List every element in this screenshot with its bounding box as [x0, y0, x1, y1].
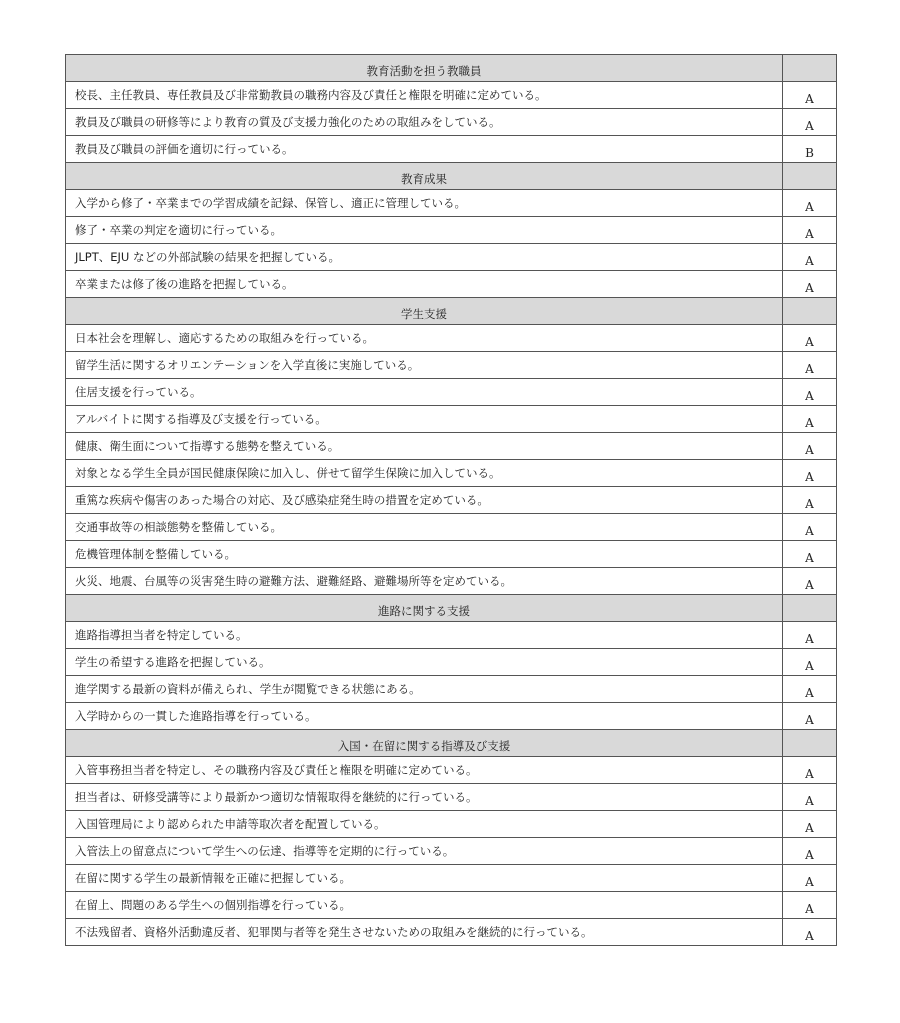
grade-cell: A — [783, 541, 837, 568]
table-row — [66, 82, 837, 109]
grade-cell: A — [783, 892, 837, 919]
criterion-text: 担当者は、研修受講等により最新かつ適切な情報取得を継続的に行っている。 — [66, 784, 783, 811]
table-row — [66, 460, 837, 487]
table-row — [66, 784, 837, 811]
criterion-text: 不法残留者、資格外活動違反者、犯罪関与者等を発生させないための取組みを継続的に行っている。 — [66, 919, 783, 946]
criterion-text: 健康、衛生面について指導する態勢を整えている。 — [66, 433, 783, 460]
grade-cell: A — [783, 622, 837, 649]
grade-cell: A — [783, 649, 837, 676]
table-row — [66, 892, 837, 919]
section-title: 教育成果 — [66, 163, 783, 190]
section-grade-cell — [783, 730, 837, 757]
criterion-text: 火災、地震、台風等の災害発生時の避難方法、避難経路、避難場所等を定めている。 — [66, 568, 783, 595]
grade-cell: A — [783, 676, 837, 703]
criterion-text: 在留に関する学生の最新情報を正確に把握している。 — [66, 865, 783, 892]
criterion-text: 対象となる学生全員が国民健康保険に加入し、併せて留学生保険に加入している。 — [66, 460, 783, 487]
table-row — [66, 865, 837, 892]
criterion-text: 重篤な疾病や傷害のあった場合の対応、及び感染症発生時の措置を定めている。 — [66, 487, 783, 514]
table-row — [66, 541, 837, 568]
criterion-text: 在留上、問題のある学生への個別指導を行っている。 — [66, 892, 783, 919]
table-row — [66, 676, 837, 703]
table-row — [66, 622, 837, 649]
section-grade-cell — [783, 298, 837, 325]
criterion-text: 教員及び職員の評価を適切に行っている。 — [66, 136, 783, 163]
grade-cell: A — [783, 568, 837, 595]
section-header-row — [66, 730, 837, 757]
table-row — [66, 217, 837, 244]
criterion-text: 留学生活に関するオリエンテーションを入学直後に実施している。 — [66, 352, 783, 379]
table-row — [66, 136, 837, 163]
section-grade-cell — [783, 595, 837, 622]
criterion-text: 卒業または修了後の進路を把握している。 — [66, 271, 783, 298]
criterion-text: 進学関する最新の資料が備えられ、学生が閲覧できる状態にある。 — [66, 676, 783, 703]
section-header-row — [66, 55, 837, 82]
criterion-text: 修了・卒業の判定を適切に行っている。 — [66, 217, 783, 244]
section-header-row — [66, 298, 837, 325]
evaluation-table — [65, 54, 837, 946]
table-row — [66, 325, 837, 352]
criterion-text: 入管事務担当者を特定し、その職務内容及び責任と権限を明確に定めている。 — [66, 757, 783, 784]
criterion-text: 住居支援を行っている。 — [66, 379, 783, 406]
table-row — [66, 703, 837, 730]
criterion-text: 進路指導担当者を特定している。 — [66, 622, 783, 649]
grade-cell: A — [783, 109, 837, 136]
criterion-text: 入国管理局により認められた申請等取次者を配置している。 — [66, 811, 783, 838]
grade-cell: B — [783, 136, 837, 163]
criterion-text: JLPT、EJU などの外部試験の結果を把握している。 — [66, 244, 783, 271]
table-row — [66, 568, 837, 595]
grade-cell: A — [783, 244, 837, 271]
grade-cell: A — [783, 325, 837, 352]
table-row — [66, 244, 837, 271]
section-grade-cell — [783, 163, 837, 190]
criterion-text: 教員及び職員の研修等により教育の質及び支援力強化のための取組みをしている。 — [66, 109, 783, 136]
criterion-text: 危機管理体制を整備している。 — [66, 541, 783, 568]
criterion-text: 交通事故等の相談態勢を整備している。 — [66, 514, 783, 541]
grade-cell: A — [783, 406, 837, 433]
criterion-text: 校長、主任教員、専任教員及び非常勤教員の職務内容及び責任と権限を明確に定めている。 — [66, 82, 783, 109]
table-row — [66, 811, 837, 838]
table-row — [66, 190, 837, 217]
table-row — [66, 271, 837, 298]
table-row — [66, 487, 837, 514]
criterion-text: アルバイトに関する指導及び支援を行っている。 — [66, 406, 783, 433]
grade-cell: A — [783, 82, 837, 109]
table-row — [66, 352, 837, 379]
criterion-text: 入学から修了・卒業までの学習成績を記録、保管し、適正に管理している。 — [66, 190, 783, 217]
criterion-text: 学生の希望する進路を把握している。 — [66, 649, 783, 676]
table-row — [66, 919, 837, 946]
table-row — [66, 649, 837, 676]
grade-cell: A — [783, 865, 837, 892]
grade-cell: A — [783, 784, 837, 811]
grade-cell: A — [783, 757, 837, 784]
table-row — [66, 109, 837, 136]
grade-cell: A — [783, 838, 837, 865]
table-row — [66, 433, 837, 460]
table-row — [66, 757, 837, 784]
table-row — [66, 514, 837, 541]
section-title: 学生支援 — [66, 298, 783, 325]
grade-cell: A — [783, 487, 837, 514]
evaluation-table-body — [66, 55, 837, 946]
grade-cell: A — [783, 811, 837, 838]
section-header-row — [66, 163, 837, 190]
grade-cell: A — [783, 703, 837, 730]
grade-cell: A — [783, 217, 837, 244]
criterion-text: 入学時からの一貫した進路指導を行っている。 — [66, 703, 783, 730]
grade-cell: A — [783, 460, 837, 487]
grade-cell: A — [783, 379, 837, 406]
table-row — [66, 379, 837, 406]
grade-cell: A — [783, 919, 837, 946]
grade-cell: A — [783, 352, 837, 379]
section-grade-cell — [783, 55, 837, 82]
section-header-row — [66, 595, 837, 622]
section-title: 入国・在留に関する指導及び支援 — [66, 730, 783, 757]
section-title: 教育活動を担う教職員 — [66, 55, 783, 82]
grade-cell: A — [783, 190, 837, 217]
criterion-text: 日本社会を理解し、適応するための取組みを行っている。 — [66, 325, 783, 352]
grade-cell: A — [783, 433, 837, 460]
table-row — [66, 406, 837, 433]
section-title: 進路に関する支援 — [66, 595, 783, 622]
grade-cell: A — [783, 271, 837, 298]
table-row — [66, 838, 837, 865]
grade-cell: A — [783, 514, 837, 541]
criterion-text: 入管法上の留意点について学生への伝達、指導等を定期的に行っている。 — [66, 838, 783, 865]
